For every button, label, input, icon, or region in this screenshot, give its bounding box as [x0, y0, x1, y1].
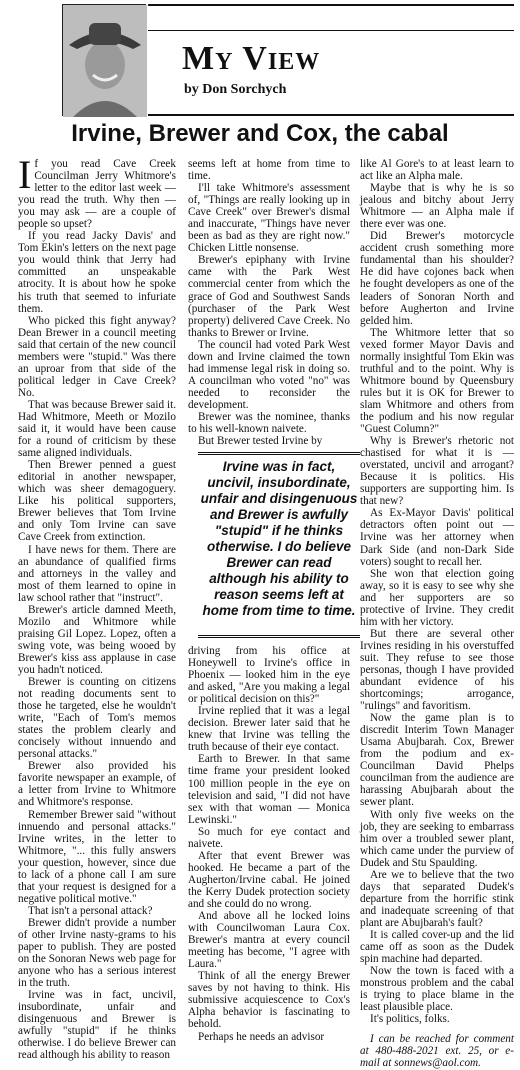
paragraph: I'll take Whitmore's assessment of, "Things are really looking up in Cave Creek" over Brewer's dismal and inaccurate, "Things have never been as bad as they are right now." Chicken Little nonsense.	[188, 182, 350, 255]
paragraph: But Brewer tested Irvine by	[198, 435, 323, 448]
article-column-3	[360, 158, 514, 1070]
article-column-2	[188, 158, 350, 447]
column-masthead	[62, 4, 514, 120]
paragraph: Brewer is counting on citizens not reading documents sent to those he targeted, else he wouldn't write, "Each of Tom's memos states the problem clearly and concisely without innuendo and personal attacks."	[18, 676, 176, 761]
paragraph: With only five weeks on the job, they are seeking to embarrass him over a troubled sewer plant, which came under the purview of Dudek and Stu Spaulding.	[360, 808, 514, 869]
article-column-1	[18, 152, 176, 1062]
paragraph: seems left at home from time to time.	[188, 158, 350, 183]
paragraph: Are we to believe that the two days that separated Dudek's departure from the horrific stink and inadequate screening of that plant are Abujbarah's fault?	[360, 868, 514, 929]
byline: by Don Sorchych	[184, 82, 287, 97]
author-portrait-image	[63, 5, 147, 117]
paragraph: like Al Gore's to at least learn to act like an Alpha male.	[360, 158, 514, 183]
paragraph: Brewer was the nominee, thanks to his well-known naivete.	[188, 410, 350, 436]
paragraph: Remember Brewer said "without innuendo and personal attacks." Irvine writes, in the letter to Whitmore, "... this fully answers your question, however, since due to lack of a phone call I am sure that your request is designed for a negative political motive."	[18, 808, 176, 905]
paragraph: driving from his office at Honeywell to Irvine's office in Phoenix — looked him in the eye and asked, "Are you making a legal or political decision on this?"	[188, 645, 350, 706]
paragraph: Maybe that is why he is so jealous and bitchy about Jerry Whitmore — an Alpha male if there ever was one.	[360, 182, 514, 231]
paragraph: The Whitmore letter that so vexed former Mayor Davis and normally insightful Tom Ekin was truthful and to the point. Why is Whitmore bound by Queensbury rules but it is OK for Brewer to slam Whitmore and others from the podium and his now regular "Guest Column?"	[360, 326, 514, 436]
paragraph: Irvine replied that it was a legal decision. Brewer later said that he knew that Irvine was telling the truth because of their eye contact.	[188, 705, 350, 754]
masthead-top-rule	[148, 4, 514, 6]
paragraph: Perhaps he needs an advisor	[198, 1030, 325, 1043]
paragraph: Brewer didn't provide a number of other Irvine nasty-grams to his paper to publish. They are posted on the Sonoran News web page for anyone who has a serious interest in the truth.	[18, 916, 176, 990]
paragraph: I have news for them. There are an abundance of qualified firms and attorneys in the valley and most of them learned to opine in law school rather that "instruct".	[18, 543, 176, 604]
paragraph: But there are several other Irvines residing in his overstuffed suit. They refuse to see those personas, though I have provided abundant evidence of his shortcomings; arrogance, "rulings" and favoritism.	[360, 627, 514, 713]
paragraph: As Ex-Mayor Davis' political detractors often point out — Irvine was her attorney when Dark Side (and non-Dark Side voters) sought to recall her.	[360, 507, 514, 568]
pull-quote: Irvine was in fact, uncivil, insubordinate, unfair and disingenuous and Brewer is awfully "stupid" if he thinks otherwise. I do believe Brewer can read although his ability to reason seems left at home from time to time.	[198, 452, 360, 638]
paragraph: And above all he locked loins with Councilwoman Laura Cox. Brewer's mantra at every council meeting has become, "I agree with Laura."	[188, 910, 350, 971]
paragraph: Now the town is faced with a monstrous problem and the cabal is trying to place blame in the least plausible place.	[360, 965, 514, 1014]
paragraph-text: f you read Cave Creek Councilman Jerry Whitmore's letter to the editor last week — you read the truth. Why then — you may ask — are a couple of people so upset?	[18, 158, 176, 231]
paragraph: Why is Brewer's rhetoric not chastised for what it is — overstated, uncivil and arrogant? Because it is politics. His supporters are supporting him. Is that new?	[360, 435, 514, 508]
paragraph: So much for eye contact and naivete.	[188, 825, 350, 850]
drop-cap: I	[18, 152, 32, 197]
paragraph: Irvine was in fact, uncivil, insubordinate, unfair and disingenuous and Brewer is awfully "stupid" if he thinks otherwise. I do believe Brewer can read although his ability to reason	[18, 989, 176, 1062]
author-photo	[62, 4, 146, 116]
paragraph	[18, 152, 176, 231]
headline: Irvine, Brewer and Cox, the cabal	[71, 120, 449, 147]
paragraph: If you read Jacky Davis' and Tom Ekin's letters on the next page you would think that Jerry had committed an unspeakable atrocity. It is about how he spoke his truth that seemed to infuriate them.	[18, 230, 176, 315]
masthead-bottom-rule	[148, 114, 514, 116]
paragraph: That isn't a personal attack?	[28, 904, 153, 917]
paragraph: Brewer's article damned Meeth, Mozilo and Whitmore while praising Gil Lopez. Lopez, often a swing vote, was being wooed by Brewer's kiss ass applause in case you hadn't noticed.	[18, 603, 176, 676]
paragraph: Now the game plan is to discredit Interim Town Manager Usama Abujbarah. Cox, Brewer from the podium and ex-Councilman David Phelps councilman from the audience are harassing Abujbarah about the sewer plant.	[360, 712, 514, 809]
paragraph: After that event Brewer was hooked. He became a part of the Augherton/Irvine cabal. He joined the Kerry Dudek protection society and she could do no wrong.	[188, 849, 350, 910]
paragraph: It is called cover-up and the lid came off as soon as the Dudek spin machine had departed.	[360, 929, 514, 966]
paragraph: Did Brewer's motorcycle accident crush something more fundamental than his shoulder? He did have cojones back when he fought developers as one of the leaders of Sonoran North and before Augherton and Irvine gelded him.	[360, 230, 514, 327]
masthead-mid-rule	[148, 30, 514, 31]
contact-info: I can be reached for comment at 480-488-2021 ext. 25, or e-mail at sonnews@aol.com.	[360, 1033, 514, 1070]
paragraph: Who picked this fight anyway? Dean Brewer in a council meeting said that certain of the new council members were "stupid." Was there an uproar from that side of the political ledger in Cave Creek? No.	[18, 314, 176, 399]
column-title: My View	[182, 40, 321, 77]
paragraph: The council had voted Park West down and Irvine claimed the town had immense legal risk in doing so. A councilman who voted "no" was needed to reconsider the development.	[188, 338, 350, 411]
paragraph: Think of all the energy Brewer saves by not having to think. His submissive acquiescence to Cox's Alpha behavior is fascinating to behold.	[188, 970, 350, 1031]
paragraph: It's politics, folks.	[370, 1013, 450, 1026]
paragraph: Brewer's epiphany with Irvine came with the Park West commercial center from which the grace of God and Southwest Sands (purchaser of the Park West property) delivered Cave Creek. No thanks to Brewer or Irvine.	[188, 254, 350, 339]
paragraph: Then Brewer penned a guest editorial in another newspaper, which was sheer demagoguery. Like his political supporters, Brewer believes that Tom Irvine and only Tom Irvine can save Cave Creek from extinction.	[18, 459, 176, 544]
paragraph: Brewer also provided his favorite newspaper an example, of a letter from Irvine to Whitmore and Whitmore's response.	[18, 760, 176, 809]
paragraph: Earth to Brewer. In that same time frame your president looked 100 million people in the eye on television and said, "I did not have sex with that woman — Monica Lewinski."	[188, 753, 350, 826]
paragraph: She won that election going away, so it is easy to see why she and her supporters are so protective of Irvine. They credit him with her victory.	[360, 567, 514, 628]
paragraph: That was because Brewer said it. Had Whitmore, Meeth or Mozilo said it, it would have been cause for a round of criticism by these same aligned individuals.	[18, 398, 176, 460]
article-column-2-continued	[188, 645, 350, 1043]
